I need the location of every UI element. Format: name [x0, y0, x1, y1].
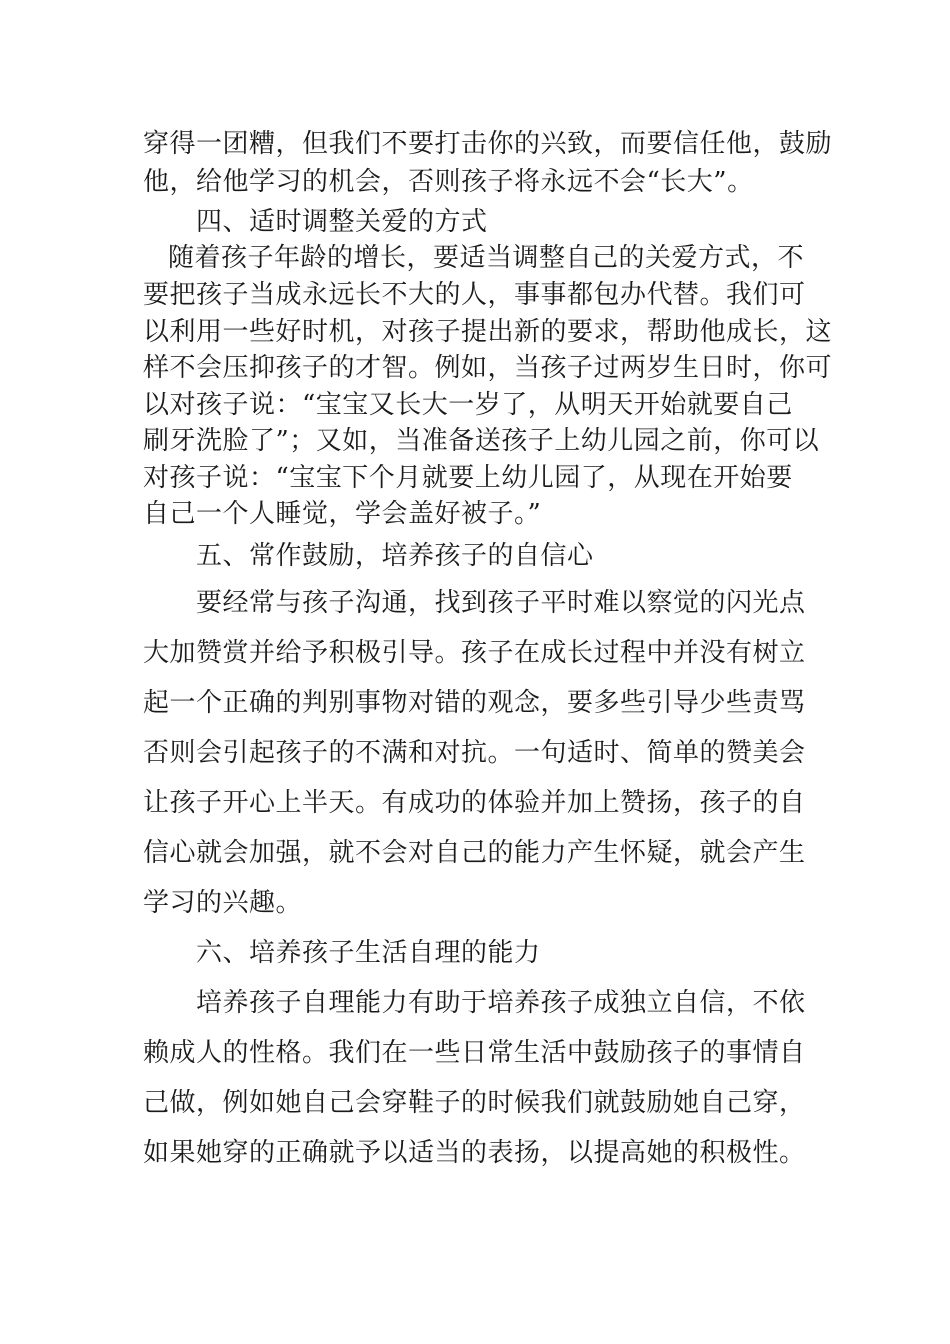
- section-heading: 六、培养孩子生活自理的能力: [196, 938, 541, 968]
- text-line: 否则会引起孩子的不满和对抗。一句适时、简单的赞美会: [143, 738, 806, 768]
- section-heading: 五、常作鼓励，培养孩子的自信心: [196, 541, 594, 571]
- text-line: 让孩子开心上半天。有成功的体验并加上赞扬，孩子的自: [143, 788, 806, 818]
- text-line: 穿得一团糟，但我们不要打击你的兴致，而要信任他，鼓励: [143, 129, 833, 159]
- section-heading: 四、适时调整关爱的方式: [196, 207, 488, 237]
- text-line: 要经常与孩子沟通，找到孩子平时难以察觉的闪光点: [196, 588, 806, 618]
- text-line: 刷牙洗脸了”；又如，当准备送孩子上幼儿园之前，你可以: [143, 426, 820, 456]
- text-line: 对孩子说：“宝宝下个月就要上幼儿园了，从现在开始要: [143, 463, 793, 493]
- text-line: 要把孩子当成永远长不大的人，事事都包办代替。我们可: [143, 280, 806, 310]
- text-line: 赖成人的性格。我们在一些日常生活中鼓励孩子的事情自: [143, 1038, 806, 1068]
- text-line: 大加赞赏并给予积极引导。孩子在成长过程中并没有树立: [143, 638, 806, 668]
- text-line: 培养孩子自理能力有助于培养孩子成独立自信，不依: [196, 988, 806, 1018]
- text-line: 他，给他学习的机会，否则孩子将永远不会“长大”。: [143, 167, 754, 197]
- text-line: 样不会压抑孩子的才智。例如，当孩子过两岁生日时，你可: [143, 353, 833, 383]
- text-line: 学习的兴趣。: [143, 888, 303, 918]
- text-line: 以对孩子说：“宝宝又长大一岁了，从明天开始就要自己: [143, 390, 793, 420]
- text-line: 随着孩子年龄的增长，要适当调整自己的关爱方式，不: [168, 243, 805, 273]
- text-line: 己做，例如她自己会穿鞋子的时候我们就鼓励她自己穿，: [143, 1088, 806, 1118]
- text-line: 起一个正确的判别事物对错的观念，要多些引导少些责骂: [143, 688, 806, 718]
- text-line: 自己一个人睡觉，学会盖好被子。”: [143, 499, 542, 529]
- text-line: 如果她穿的正确就予以适当的表扬，以提高她的积极性。: [143, 1138, 806, 1168]
- text-line: 以利用一些好时机，对孩子提出新的要求，帮助他成长，这: [143, 317, 833, 347]
- text-line: 信心就会加强，就不会对自己的能力产生怀疑，就会产生: [143, 838, 806, 868]
